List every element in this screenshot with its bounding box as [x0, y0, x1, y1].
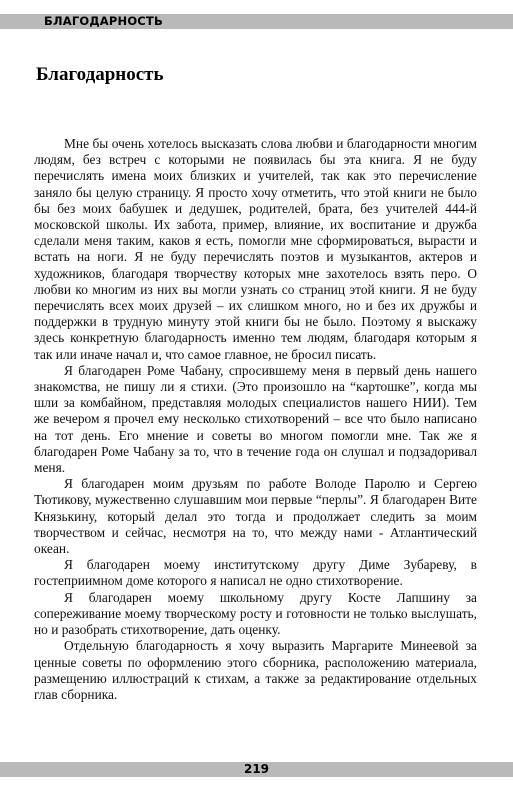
running-header-bar	[0, 14, 513, 29]
paragraph: Я благодарен моему институтскому другу Диме Зубареву, в гостеприимном доме которого я написал не одно стихотворение.	[34, 557, 477, 589]
paragraph: Отдельную благодарность я хочу выразить Маргарите Минеевой за ценные советы по оформлению этого сборника, расположению материала, размещению иллюстраций к стихам, а также за редактирование отдельных глав сборника.	[34, 638, 477, 702]
page-number: 219	[243, 762, 270, 776]
paragraph: Я благодарен моим друзьям по работе Володе Паролю и Сергею Тютикову, мужественно слушавшим мои первые “перлы”. Я благодарен Вите Князькину, который делал это тогда и продолжает следить за моим творчеством и сейчас, несмотря на то, что между нами - Атлантический океан.	[34, 476, 477, 557]
paragraph: Я благодарен Роме Чабану, спросившему меня в первый день нашего знакомства, не пишу ли я стихи. (Это произошло на “картошке”, когда мы шли за комбайном, представляя молодых специалистов нашего НИИ). Тем же вечером я прочел ему несколько стихотворений – все что было написано на тот день. Его мнение и советы во многом помогли мне. Так же я благодарен Роме Чабану за то, что в течение года он слушал и подзадоривал меня.	[34, 362, 477, 476]
page-footer-bar	[0, 762, 513, 777]
running-header-title: БЛАГОДАРНОСТЬ	[44, 14, 163, 28]
body-text	[34, 136, 477, 703]
paragraph: Я благодарен моему школьному другу Косте Лапшину за сопереживание моему творческому росту и готовности не только выслушать, но и разобрать стихотворение, дать оценку.	[34, 589, 477, 638]
page-title: Благодарность	[36, 64, 164, 85]
paragraph: Мне бы очень хотелось высказать слова любви и благодарности многим людям, без встреч с которыми не появилась бы эта книга. Я не буду перечислять имена моих близких и учителей, так как это перечисление заняло бы целую страницу. Я просто хочу отметить, что этой книги не было бы без моих бабушек и дедушек, родителей, брата, без учителей 444-й московской школы. Их забота, пример, влияние, их воспитание и дружба сделали меня таким, каков я есть, помогли мне сформироваться, вырасти и встать на ноги. Я не буду перечислять поэтов и музыкантов, актеров и художников, благодаря творчеству которых мне захотелось взять перо. О любви ко многим из них вы могли узнать со страниц этой книги. Я не буду перечислять всех моих друзей – их слишком много, но и без их дружбы и поддержки в трудную минуту этой книги бы не было. Поэтому я выскажу здесь конкретную благодарность именно тем людям, благодаря которым я так или иначе начал и, что самое главное, не бросил писать.	[34, 136, 477, 362]
